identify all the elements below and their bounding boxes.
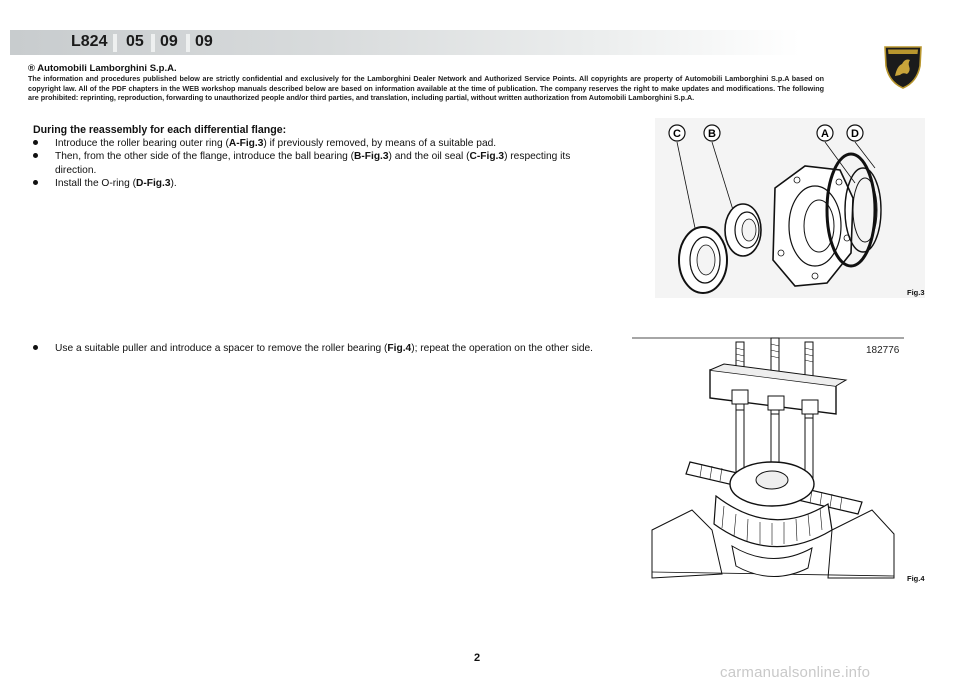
figure-reference: A-Fig.3	[228, 138, 264, 149]
svg-text:D: D	[851, 128, 859, 140]
figure-reference: Fig.4	[387, 343, 412, 354]
header-separator	[186, 34, 190, 52]
instruction-text: ).	[170, 178, 177, 190]
figure-4-caption: Fig.4	[907, 574, 925, 583]
instruction-item	[33, 137, 613, 150]
section-code: 05	[126, 33, 144, 50]
instruction-text: Then, from the other side of the flange, introduce the ball bearing (	[55, 151, 355, 163]
header-separator	[113, 34, 117, 52]
figure-3-drawing	[655, 118, 925, 298]
subsection-code: 09	[160, 33, 178, 50]
instruction-item	[33, 177, 613, 190]
copyright-notice: The information and procedures published below are strictly confidential and exclusively for the Lamborghini Dealer Network and Authorized Service Points. All copyrights are property of Automobili Lamborghini S.p.A based on copyright law. All of the PDF chapters in the WEB workshop manuals described below are based on information available at the time of publication. The company reserves the right to make updates and modifications. The following are prohibited: reprinting, reproduction, forwarding to unauthorized people and/or third parties, and translation, including partial, without written authorization from Automobili Lamborghini S.p.A.	[28, 74, 824, 103]
instruction-list	[33, 137, 613, 191]
svg-text:C: C	[673, 128, 681, 140]
callout-c	[669, 125, 685, 141]
instruction-bullet	[33, 342, 603, 355]
instruction-text: ) and the oil seal (	[388, 151, 470, 163]
bullet-icon	[33, 345, 38, 350]
bullet-icon	[33, 153, 38, 158]
svg-text:B: B	[708, 128, 716, 140]
copyright-title: ® Automobili Lamborghini S.p.A.	[28, 63, 177, 74]
svg-text:A: A	[821, 128, 829, 140]
figure-reference: B-Fig.3	[354, 151, 389, 163]
watermark: carmanualsonline.info	[720, 664, 871, 681]
drawing-code: 182776	[866, 345, 900, 356]
figure-4-drawing	[632, 334, 904, 586]
figure-reference: C-Fig.3	[469, 151, 505, 163]
page-number: 2	[474, 652, 481, 664]
instruction-text: Install the O-ring (	[55, 178, 136, 190]
figure-3-caption: Fig.3	[907, 288, 925, 297]
instruction-text: Use a suitable puller and introduce a spacer to remove the roller bearing (	[55, 343, 388, 354]
callout-b	[704, 125, 720, 141]
model-code: L824	[71, 33, 108, 50]
instruction-text: ) if previously removed, by means of a suitable pad.	[263, 138, 497, 149]
callout-d	[847, 125, 863, 141]
lamborghini-logo	[883, 44, 923, 90]
instruction-text: ); repeat the operation on the other side.	[411, 343, 594, 354]
instruction-item	[33, 150, 613, 177]
instruction-text: Introduce the roller bearing outer ring (	[55, 138, 229, 149]
instruction-text: ) respecting its direction.	[55, 151, 571, 176]
figure-reference: D-Fig.3	[135, 178, 171, 190]
instruction-item	[33, 342, 603, 355]
callout-a	[817, 125, 833, 141]
section-title: During the reassembly for each differential flange:	[33, 124, 287, 136]
procedure-code: 09	[195, 33, 213, 50]
header-separator	[151, 34, 155, 52]
bullet-icon	[33, 140, 38, 145]
bullet-icon	[33, 180, 38, 185]
